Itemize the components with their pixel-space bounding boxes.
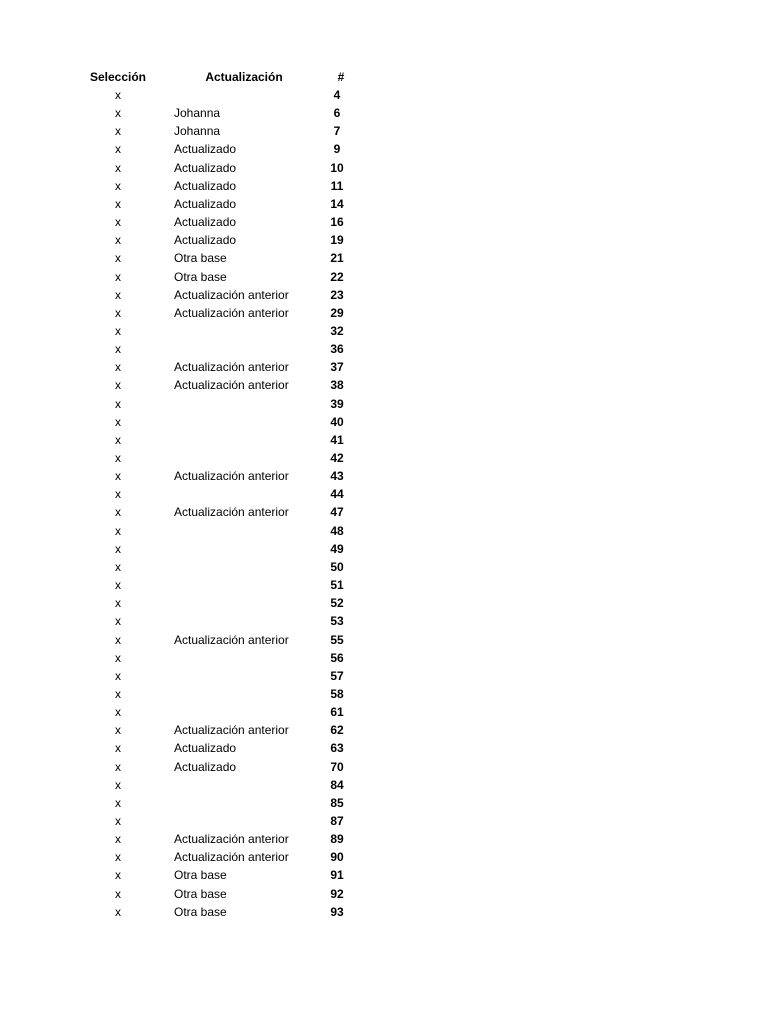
selection-mark: x	[115, 559, 121, 574]
table-row	[0, 449, 768, 467]
table-row	[0, 685, 768, 703]
table-row	[0, 703, 768, 721]
selection-mark: x	[115, 124, 121, 139]
record-number: 93	[330, 904, 344, 919]
record-number: 52	[330, 596, 344, 611]
selection-mark: x	[115, 142, 121, 157]
table-row	[0, 885, 768, 903]
update-status	[174, 558, 324, 576]
selection-mark: x	[115, 451, 121, 465]
selection-mark: x	[115, 541, 121, 556]
table-row	[0, 485, 768, 503]
table-row	[0, 304, 768, 322]
selection-mark: x	[115, 668, 121, 683]
selection-mark: x	[115, 396, 121, 411]
selection-mark: x	[115, 850, 121, 865]
selection-mark: x	[115, 414, 121, 429]
record-number: 56	[330, 650, 344, 665]
table-row	[0, 594, 768, 612]
selection-mark: x	[115, 596, 121, 611]
table-row	[0, 86, 768, 104]
update-status: Actualización anterior	[174, 832, 289, 847]
selection-mark: x	[115, 886, 121, 901]
record-number: 63	[330, 741, 344, 756]
selection-mark: x	[115, 287, 121, 302]
table-row	[0, 286, 768, 304]
table-row	[0, 213, 768, 231]
table-row	[0, 866, 768, 884]
update-status	[174, 576, 324, 594]
table-row	[0, 413, 768, 431]
table-row	[0, 104, 768, 122]
table-row	[0, 776, 768, 794]
record-number: 92	[330, 886, 344, 901]
table-row	[0, 612, 768, 630]
table-row	[0, 649, 768, 667]
table-row	[0, 794, 768, 812]
update-status: Actualización anterior	[174, 360, 289, 375]
table-row	[0, 177, 768, 195]
update-status	[174, 685, 324, 703]
selection-mark: x	[115, 814, 121, 828]
record-number: 57	[330, 668, 344, 683]
selection-mark: x	[115, 505, 121, 520]
record-number: 40	[330, 414, 344, 429]
update-status: Actualizado	[174, 160, 237, 175]
record-number: 89	[330, 832, 344, 847]
table-row	[0, 522, 768, 540]
update-status: Actualización anterior	[174, 378, 289, 393]
update-status: Actualización anterior	[174, 305, 289, 320]
selection-mark: x	[115, 251, 121, 266]
update-status: Otra base	[174, 886, 227, 901]
header-numero: #	[337, 70, 345, 84]
update-status: Actualización anterior	[174, 287, 289, 302]
table-row	[0, 140, 768, 158]
table-row	[0, 195, 768, 213]
selection-mark: x	[115, 233, 121, 248]
record-number: 39	[330, 396, 344, 411]
table-row	[0, 159, 768, 177]
selection-mark: x	[115, 705, 121, 720]
update-status: Actualización anterior	[174, 505, 289, 520]
record-number: 84	[330, 777, 344, 792]
record-number: 11	[330, 178, 344, 193]
update-status: Actualizado	[174, 142, 237, 157]
record-number: 70	[330, 759, 344, 774]
table-row	[0, 249, 768, 267]
record-number: 48	[330, 523, 344, 538]
selection-mark: x	[115, 487, 121, 502]
record-number: 19	[330, 233, 344, 248]
selection-mark: x	[115, 269, 121, 284]
update-status	[174, 485, 324, 503]
selection-mark: x	[115, 342, 121, 357]
record-number: 4	[333, 88, 341, 102]
record-number: 53	[330, 614, 344, 629]
update-status	[174, 667, 324, 685]
record-number: 85	[330, 795, 344, 810]
update-status	[174, 649, 324, 667]
update-status: Actualizado	[174, 233, 237, 248]
update-status: Actualizado	[174, 196, 237, 211]
header-seleccion: Selección	[89, 70, 147, 84]
record-number: 51	[330, 578, 344, 593]
table-row	[0, 903, 768, 921]
selection-mark: x	[115, 832, 121, 847]
record-number: 9	[333, 142, 341, 157]
table-row	[0, 231, 768, 249]
update-status: Johanna	[174, 106, 221, 121]
update-status: Actualización anterior	[174, 850, 289, 865]
record-number: 91	[330, 868, 344, 883]
update-status: Actualizado	[174, 741, 237, 756]
update-status: Actualizado	[174, 759, 237, 774]
update-status	[174, 340, 324, 358]
record-number: 90	[330, 850, 344, 865]
update-status: Actualización anterior	[174, 632, 289, 647]
update-status	[174, 812, 324, 830]
record-number: 43	[330, 469, 344, 484]
update-status	[174, 540, 324, 558]
table-row	[0, 631, 768, 649]
table-row	[0, 540, 768, 558]
record-number: 16	[330, 215, 344, 230]
table-row	[0, 340, 768, 358]
update-status: Actualizado	[174, 178, 237, 193]
table-row	[0, 721, 768, 739]
selection-mark: x	[115, 178, 121, 193]
selection-mark: x	[115, 632, 121, 647]
update-status: Otra base	[174, 868, 227, 883]
table-row	[0, 122, 768, 140]
selection-mark: x	[115, 88, 121, 102]
update-status	[174, 395, 324, 413]
record-number: 14	[330, 196, 344, 211]
table-row	[0, 558, 768, 576]
update-status	[174, 612, 324, 630]
record-number: 42	[330, 451, 344, 465]
record-number: 49	[330, 541, 344, 556]
record-number: 23	[330, 287, 344, 302]
table-row	[0, 758, 768, 776]
update-status: Otra base	[174, 269, 227, 284]
record-number: 21	[330, 251, 344, 266]
selection-mark: x	[115, 215, 121, 230]
selection-mark: x	[115, 323, 121, 338]
selection-mark: x	[115, 650, 121, 665]
update-status	[174, 703, 324, 721]
record-number: 29	[330, 305, 344, 320]
record-number: 37	[330, 360, 344, 375]
record-number: 36	[330, 342, 344, 357]
selection-mark: x	[115, 614, 121, 629]
header-row	[0, 68, 768, 86]
table-row	[0, 322, 768, 340]
record-number: 41	[330, 432, 344, 447]
update-status: Otra base	[174, 251, 227, 266]
update-status	[174, 431, 324, 449]
update-status	[174, 86, 324, 104]
selection-mark: x	[115, 523, 121, 538]
selection-mark: x	[115, 305, 121, 320]
selection-mark: x	[115, 686, 121, 701]
selection-mark: x	[115, 378, 121, 393]
record-number: 50	[330, 559, 344, 574]
update-status: Actualizado	[174, 215, 237, 230]
record-number: 44	[330, 487, 344, 502]
selection-mark: x	[115, 741, 121, 756]
record-number: 55	[330, 632, 344, 647]
table-row	[0, 739, 768, 757]
update-status	[174, 322, 324, 340]
update-status: Otra base	[174, 904, 227, 919]
selection-mark: x	[115, 723, 121, 738]
update-status	[174, 594, 324, 612]
header-actualizacion: Actualización	[205, 70, 283, 84]
table-row	[0, 431, 768, 449]
selection-mark: x	[115, 106, 121, 121]
table-row	[0, 848, 768, 866]
record-number: 62	[330, 723, 344, 738]
table-row	[0, 395, 768, 413]
selection-mark: x	[115, 868, 121, 883]
record-number: 61	[330, 705, 344, 720]
selection-mark: x	[115, 469, 121, 484]
update-status	[174, 449, 324, 467]
record-number: 58	[330, 686, 344, 701]
selection-mark: x	[115, 777, 121, 792]
update-status: Actualización anterior	[174, 469, 289, 484]
record-number: 38	[330, 378, 344, 393]
selection-mark: x	[115, 904, 121, 919]
selection-mark: x	[115, 360, 121, 375]
record-number: 6	[333, 106, 341, 121]
selection-mark: x	[115, 759, 121, 774]
record-number: 7	[333, 124, 341, 139]
record-number: 22	[330, 269, 344, 284]
table-row	[0, 358, 768, 376]
table-row	[0, 830, 768, 848]
update-status	[174, 776, 324, 794]
update-status	[174, 522, 324, 540]
record-number: 47	[330, 505, 344, 520]
record-number: 87	[330, 814, 344, 828]
selection-mark: x	[115, 795, 121, 810]
record-number: 10	[330, 160, 344, 175]
table-row	[0, 503, 768, 521]
record-number: 32	[330, 323, 344, 338]
selection-mark: x	[115, 578, 121, 593]
table-row	[0, 576, 768, 594]
table-row	[0, 376, 768, 394]
update-status	[174, 413, 324, 431]
table-row	[0, 812, 768, 830]
table-row	[0, 667, 768, 685]
table-row	[0, 467, 768, 485]
selection-mark: x	[115, 160, 121, 175]
update-status: Actualización anterior	[174, 723, 289, 738]
update-status	[174, 794, 324, 812]
update-status: Johanna	[174, 124, 221, 139]
selection-mark: x	[115, 432, 121, 447]
selection-mark: x	[115, 196, 121, 211]
table-row	[0, 268, 768, 286]
